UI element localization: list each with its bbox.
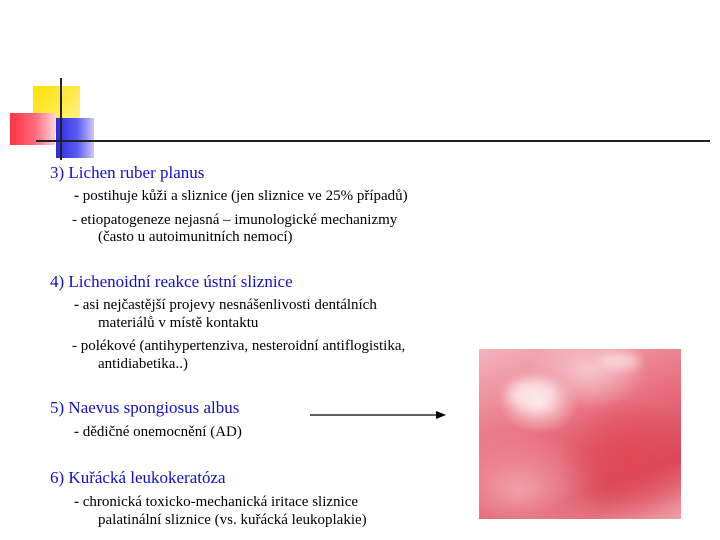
oral-mucosa-photo	[479, 349, 681, 519]
heading-lichenoid-reaction: 4) Lichenoidní reakce ústní sliznice	[50, 272, 293, 291]
bullet-item: - dědičné onemocnění (AD)	[74, 424, 242, 440]
bullet-continuation: palatinální sliznice (vs. kuřácká leukoplakie)	[98, 512, 367, 528]
bullet-item: - asi nejčastější projevy nesnášenlivosti dentálních	[74, 297, 377, 313]
bullet-continuation: (často u autoimunitních nemocí)	[98, 229, 293, 245]
heading-smoker-leukokeratosis: 6) Kuřácká leukokeratóza	[50, 468, 226, 487]
photo-highlight	[599, 353, 639, 369]
bullet-item: - chronická toxicko-mechanická iritace sliznice	[74, 494, 359, 510]
arrow-right-icon	[300, 405, 450, 425]
heading-lichen-ruber-planus: 3) Lichen ruber planus	[50, 163, 205, 182]
bullet-continuation: materiálů v místě kontaktu	[98, 315, 259, 331]
bullet-item: - polékové (antihypertenziva, nesteroidní antiflogistika,	[72, 338, 406, 354]
decor-horizontal-line	[36, 140, 710, 142]
bullet-item: - postihuje kůži a sliznice (jen sliznice ve 25% případů)	[74, 188, 408, 204]
bullet-continuation: antidiabetika..)	[98, 356, 188, 372]
decor-vertical-line	[60, 78, 62, 160]
bullet-item: - etiopatogeneze nejasná – imunologické mechanizmy	[72, 212, 398, 228]
photo-highlight	[507, 379, 557, 409]
heading-naevus-spongiosus: 5) Naevus spongiosus albus	[50, 398, 240, 417]
